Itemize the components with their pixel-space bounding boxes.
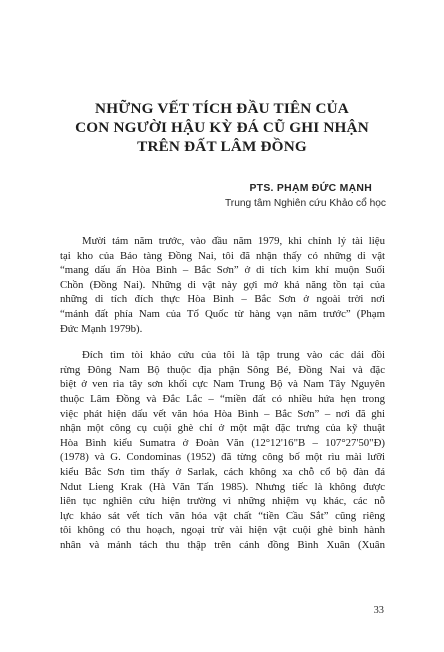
title-line: NHỮNG VẾT TÍCH ĐẦU TIÊN CỦA [95,100,349,117]
text-line: Đích tìm tòi khảo cứu của tôi là tập trung vào các dải đồi [82,349,385,362]
text-line: nhận một công cụ cuội ghè chỉ ở một mặt đặc trưng của kỹ thuật [60,422,385,435]
text-line: những di tích đích thực Hòa Bình – Bắc Sơn ở ngoài trời nơi [60,293,385,306]
text-line: tôi không có thu hoạch, ngoại trừ vài hiện vật cuội ghè bình hành [60,524,385,537]
text-line: “mảnh đất phía Nam của Tổ Quốc từ hàng vạn năm trước” (Phạm [60,307,385,320]
text-line: Mười tám năm trước, vào đầu năm 1979, khi chỉnh lý tài liệu [82,235,385,247]
text-line: (1978) và G. Condominas (1952) đã từng công bố một rìu mài lưỡi [60,451,385,464]
paragraph [60,348,385,552]
text-line: rừng Đông Nam Bộ thuộc địa phận Sông Bé, Đồng Nai và đặc [60,363,385,376]
text-line: việc phát hiện dấu vết văn hóa Hòa Bình – Bắc Sơn” – nơi đã ghi [60,407,385,420]
article-title [60,99,384,156]
text-line: Ndut Lieng Krak (Hà Văn Tấn 1985). Nhưng tiếc là không được [60,480,385,493]
text-line: Hòa Bình kiểu Sumatra ở Đoàn Văn (12°12'16"B – 107°27'50"Đ) [60,436,385,449]
page-number: 33 [373,605,384,616]
text-line: lực khảo sát vết tích văn hóa vật chất “tiền Cầu Sắt” cũng riêng [60,509,385,522]
title-line: TRÊN ĐẤT LÂM ĐỒNG [137,138,307,155]
text-line: Chồn (Đồng Nai). Những di vật này gợi mở khả năng tồn tại của [60,278,385,291]
text-line: nhân và mảnh tách thu thập trên cánh đồng Bình Xuân (Xuân [60,538,385,551]
text-line: thuộc Lâm Đồng và Đắc Lắc – “miền đất có nhiều hứa hẹn trong [60,392,385,405]
paragraph [60,234,385,336]
text-line: “mang dấu ấn Hòa Bình – Bắc Sơn” ở di tích kim khí muộn Suối [60,264,385,277]
title-line: CON NGƯỜI HẬU KỲ ĐÁ CŨ GHI NHẬN [75,119,369,136]
text-line: Đức Mạnh 1979b). [60,322,143,335]
author-name: PTS. PHẠM ĐỨC MẠNH [249,183,372,194]
text-line: kiểu Bắc Sơn tìm thấy ở Sarlak, cách không xa chỗ cổ bộ đàn đá [60,465,385,478]
text-line: tại kho của Bảo tàng Đồng Nai, tôi đã nhận thấy có những di vật [60,249,385,262]
author-block [225,182,386,212]
text-line: biệt ở ven rìa tây sơn khối cực Nam Trung Bộ và Nam Tây Nguyên [60,378,385,391]
author-affiliation: Trung tâm Nghiên cứu Khảo cổ học [224,198,386,209]
text-line: liên tục nghiên cứu hiện trường vì những nhiệm vụ khác, các nỗ [60,495,385,508]
article-body [60,234,385,564]
